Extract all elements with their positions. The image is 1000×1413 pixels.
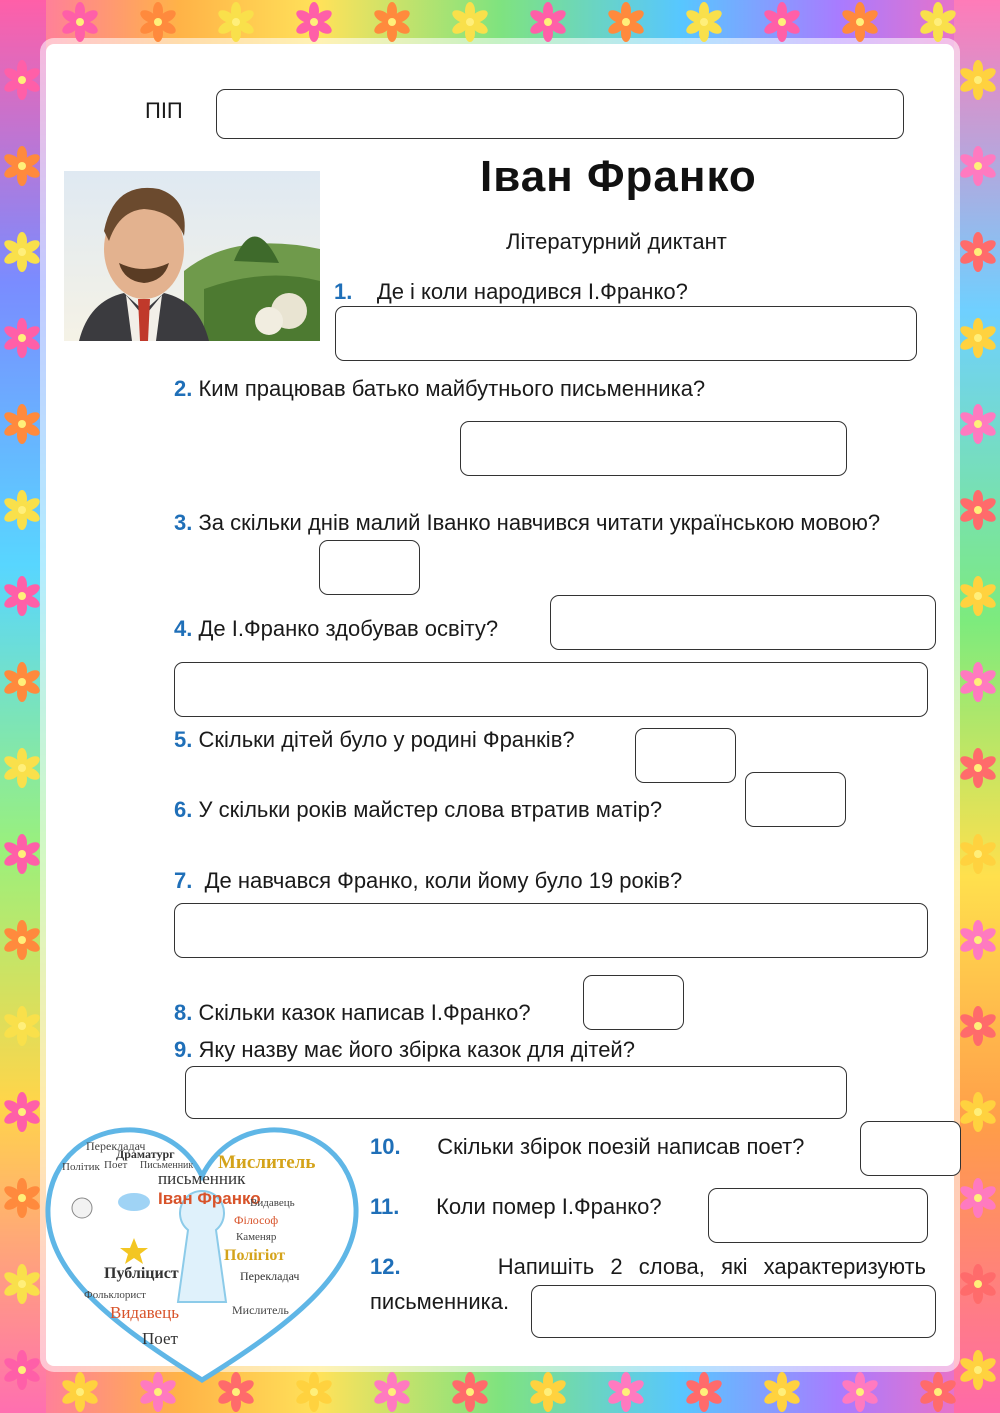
cloud-icon — [118, 1193, 150, 1211]
question-2 — [174, 375, 705, 403]
question-8 — [174, 999, 531, 1027]
frame-right-border — [954, 0, 1000, 1413]
answer-4a-field[interactable] — [550, 595, 936, 650]
question-4 — [174, 615, 498, 643]
answer-6-input[interactable] — [746, 773, 845, 826]
question-10-number: 10. — [370, 1134, 401, 1159]
word-cloud-heart — [42, 1118, 362, 1388]
question-10 — [370, 1133, 804, 1161]
cloud-word-10: Філософ — [234, 1213, 279, 1227]
answer-3-field[interactable] — [319, 540, 420, 595]
question-10-text: Скільки збірок поезій написав поет? — [437, 1134, 805, 1159]
cloud-word-13: Публіцист — [104, 1265, 179, 1282]
answer-4b-field[interactable] — [174, 662, 928, 717]
answer-8-field[interactable] — [583, 975, 684, 1030]
clock-icon — [72, 1198, 92, 1218]
cloud-word-18: Перекладач — [240, 1269, 300, 1283]
answer-7-input[interactable] — [175, 904, 927, 957]
answer-10-input[interactable] — [861, 1122, 960, 1175]
answer-12-field[interactable] — [531, 1285, 936, 1338]
cloud-word-15: Видавець — [110, 1303, 179, 1322]
cloud-word-17: Мислитель — [232, 1303, 289, 1317]
cloud-word-4: Драматург — [116, 1147, 175, 1161]
question-12-text: Напишіть 2 слова, які характеризують письменника. — [370, 1254, 926, 1314]
question-11-text: Коли помер І.Франко? — [436, 1194, 662, 1219]
question-4-text: Де І.Франко здобував освіту? — [198, 616, 499, 641]
question-12-number: 12. — [370, 1254, 401, 1279]
pip-input[interactable] — [217, 90, 903, 138]
pip-label: ПІП — [145, 98, 183, 123]
question-11 — [370, 1193, 662, 1221]
answer-1-field[interactable] — [335, 306, 917, 361]
answer-2-input[interactable] — [461, 422, 846, 475]
answer-10-field[interactable] — [860, 1121, 961, 1176]
question-9-text: Яку назву має його збірка казок для дітей? — [198, 1037, 635, 1062]
frame-left-border — [0, 0, 46, 1413]
question-6-text: У скільки років майстер слова втратив матір? — [198, 797, 663, 822]
portrait-image — [64, 171, 320, 341]
question-5 — [174, 726, 575, 754]
question-3 — [174, 505, 926, 540]
question-5-number: 5. — [174, 727, 193, 752]
cloud-word-2: Політик — [62, 1161, 100, 1173]
answer-5-input[interactable] — [636, 729, 735, 782]
question-1-text: Де і коли народився І.Франко? — [376, 279, 688, 304]
question-1-number: 1. — [334, 279, 353, 304]
answer-4b-input[interactable] — [175, 663, 927, 716]
cloud-word-3: Поет — [104, 1159, 128, 1171]
answer-11-field[interactable] — [708, 1188, 928, 1243]
answer-1-input[interactable] — [336, 307, 916, 360]
cloud-word-9: Видавець — [250, 1197, 295, 1209]
question-3-number: 3. — [174, 510, 193, 535]
question-6 — [174, 796, 662, 824]
cloud-word-11: Каменяр — [236, 1231, 277, 1243]
question-7 — [174, 867, 682, 895]
answer-5-field[interactable] — [635, 728, 736, 783]
answer-9-input[interactable] — [186, 1067, 846, 1118]
question-7-text: Де навчався Франко, коли йому було 19 років? — [204, 868, 683, 893]
question-6-number: 6. — [174, 797, 193, 822]
cloud-word-8: Іван Франко — [158, 1189, 261, 1208]
question-11-number: 11. — [370, 1194, 400, 1219]
cloud-word-7: письменник — [158, 1169, 246, 1188]
cloud-word-16: Поет — [142, 1329, 178, 1348]
question-8-number: 8. — [174, 1000, 193, 1025]
answer-2-field[interactable] — [460, 421, 847, 476]
question-9-number: 9. — [174, 1037, 193, 1062]
question-2-number: 2. — [174, 376, 193, 401]
answer-7-field[interactable] — [174, 903, 928, 958]
question-1 — [334, 278, 688, 306]
pip-field[interactable] — [216, 89, 904, 139]
answer-12-input[interactable] — [532, 1286, 935, 1337]
question-7-number: 7. — [174, 868, 193, 893]
answer-8-input[interactable] — [584, 976, 683, 1029]
answer-3-input[interactable] — [320, 541, 419, 594]
question-4-number: 4. — [174, 616, 193, 641]
question-8-text: Скільки казок написав І.Франко? — [198, 1000, 531, 1025]
cloud-word-14: Фольклорист — [84, 1289, 146, 1301]
answer-9-field[interactable] — [185, 1066, 847, 1119]
question-3-text: За скільки днів малий Іванко навчився читати українською мовою? — [198, 510, 881, 535]
cloud-word-12: Полігіот — [224, 1247, 286, 1264]
cloud-word-1: Перекладач — [86, 1139, 146, 1153]
answer-11-input[interactable] — [709, 1189, 927, 1242]
page-title: Іван Франко — [480, 152, 757, 201]
answer-6-field[interactable] — [745, 772, 846, 827]
cloud-word-6: Мислитель — [218, 1152, 316, 1173]
answer-4a-input[interactable] — [551, 596, 935, 649]
cloud-word-5: Письменник — [140, 1160, 194, 1171]
question-9 — [174, 1036, 635, 1064]
question-5-text: Скільки дітей було у родині Франків? — [198, 727, 575, 752]
question-2-text: Ким працював батько майбутнього письменника? — [198, 376, 706, 401]
page-subtitle: Літературний диктант — [506, 229, 727, 254]
